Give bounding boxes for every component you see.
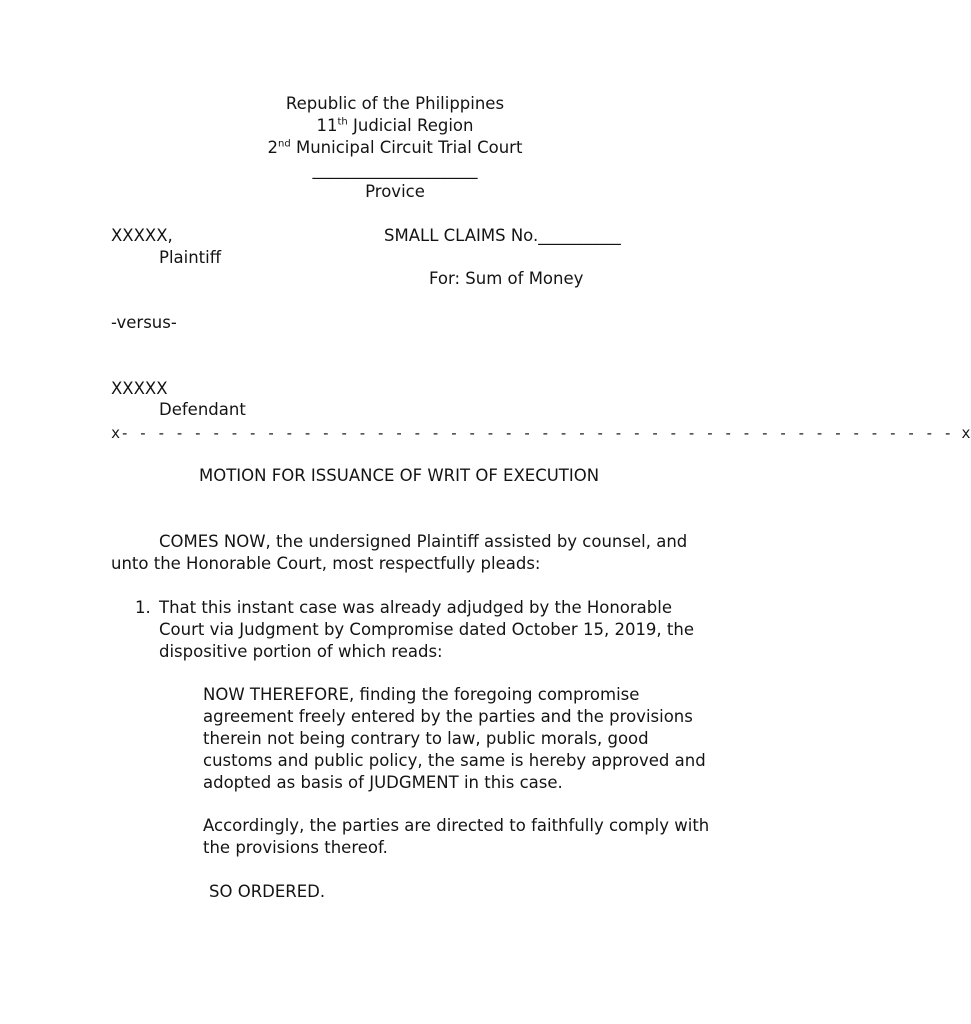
case-subject: For: Sum of Money [429, 269, 584, 288]
item-number: 1. [135, 598, 151, 617]
intro-paragraph: COMES NOW, the undersigned Plaintiff assisted by counsel, and unto the Honorable Court, most respectfully pleads: [111, 532, 688, 573]
so-ordered: SO ORDERED. [209, 882, 326, 901]
header-province: Provice [365, 182, 425, 201]
caption-divider: x- - - - - - - - - - - - - - - - - - - - - - - - - - - - - - - - - - - - - - - - - - - - - - x [111, 424, 971, 442]
quoted-directive: Accordingly, the parties are directed to faithfully comply with the provisions thereof. [203, 816, 710, 857]
court-header [190, 93, 600, 203]
versus-label: -versus- [111, 313, 177, 332]
header-court: 2nd Municipal Circuit Trial Court [267, 138, 523, 157]
item-1-paragraph: That this instant case was already adjudged by the Honorable Court via Judgment by Compromise dated October 15, 2019, the dispositive portion of which reads: [159, 598, 695, 661]
plaintiff-label: Plaintiff [159, 248, 222, 267]
case-number: SMALL CLAIMS No.__________ [384, 226, 621, 245]
defendant-label: Defendant [159, 400, 246, 419]
defendant-name: XXXXX [111, 379, 168, 398]
document-title: MOTION FOR ISSUANCE OF WRIT OF EXECUTION [199, 466, 600, 485]
quoted-judgment: NOW THEREFORE, finding the foregoing compromise agreement freely entered by the parties and the provisions therein not being contrary to law, public morals, good customs and public policy, the same is hereby approved and adopted as basis of JUDGMENT in this case. [203, 685, 706, 792]
header-blank-line: ____________________ [312, 160, 478, 179]
header-region: 11th Judicial Region [316, 116, 474, 135]
header-republic: Republic of the Philippines [285, 94, 505, 113]
plaintiff-name: XXXXX, [111, 226, 173, 245]
